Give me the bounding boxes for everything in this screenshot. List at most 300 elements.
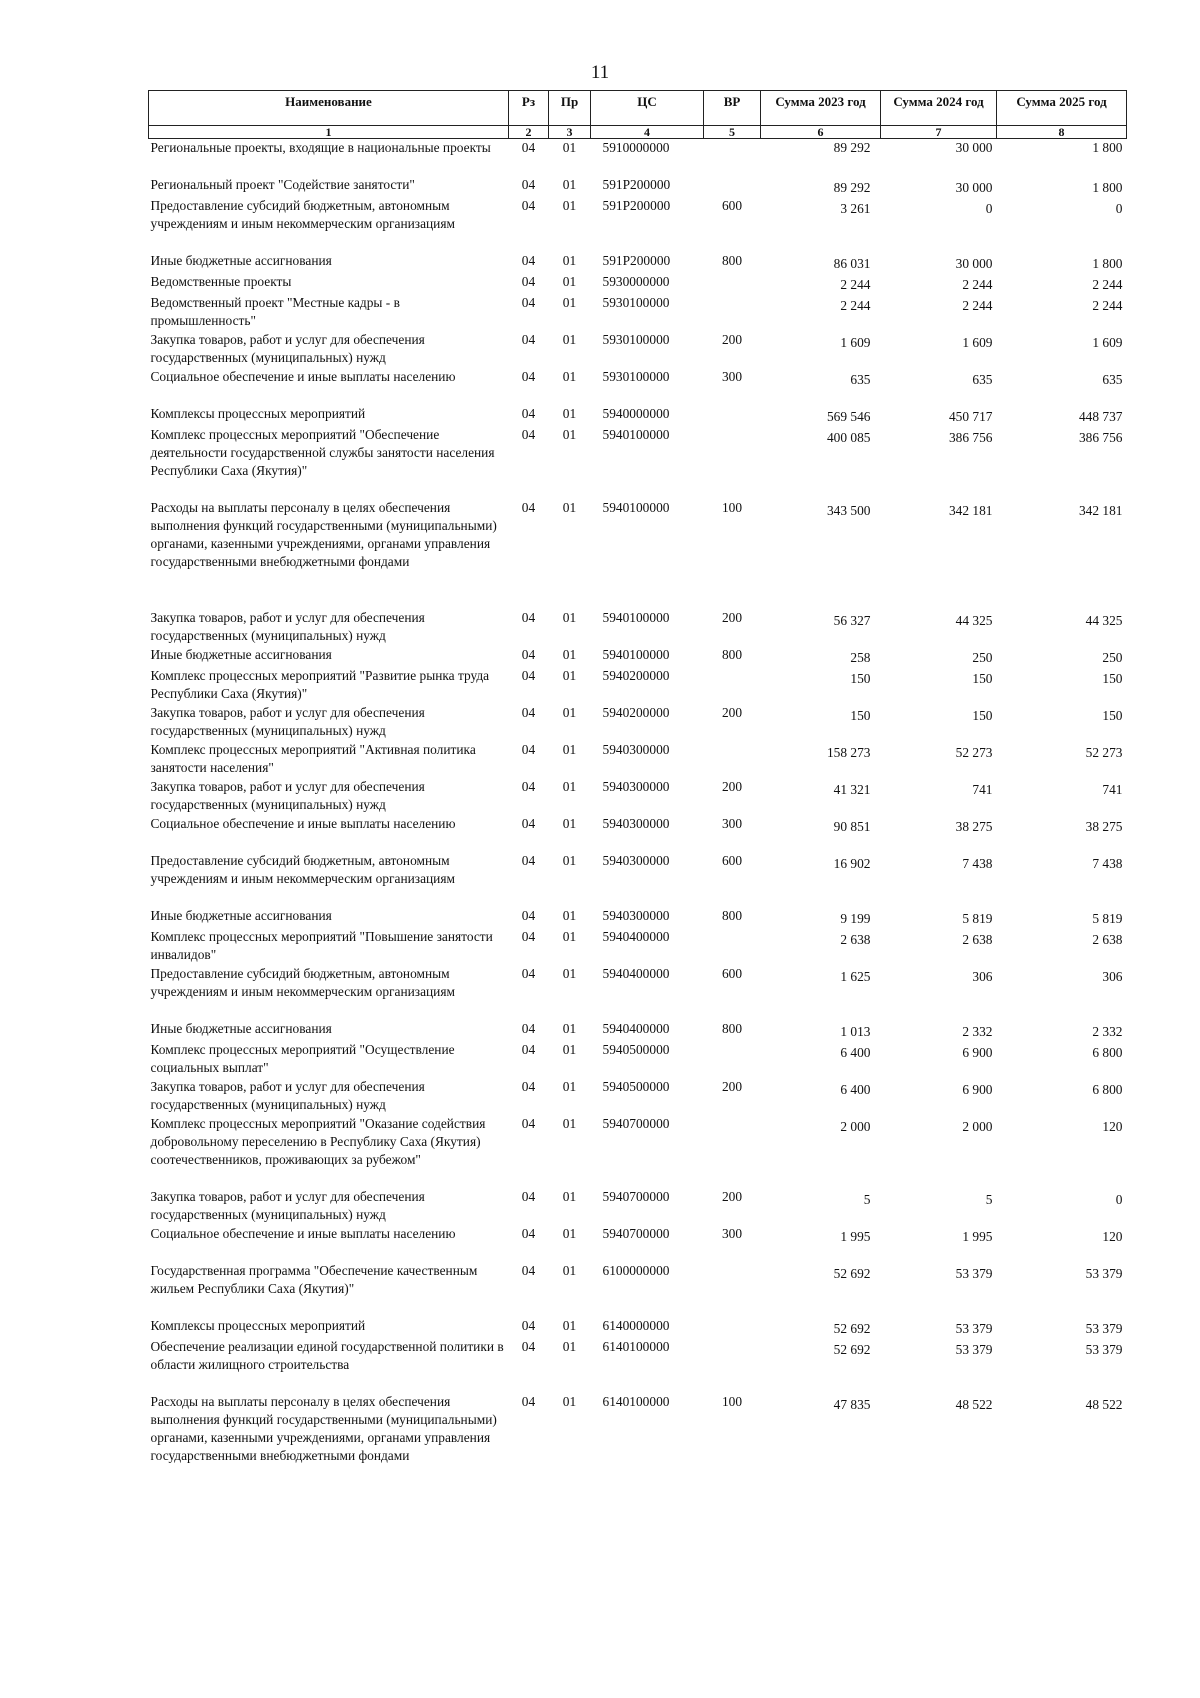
row-name: Комплексы процессных мероприятий: [150, 405, 366, 421]
row-pr: 01: [562, 1078, 577, 1094]
column-numbers-row: [149, 126, 1127, 139]
table-row: [149, 815, 1127, 852]
row-sum-2025: 741: [1102, 781, 1123, 797]
row-rz: 04: [521, 907, 536, 923]
row-sum-2024: 386 756: [948, 429, 993, 445]
table-row: [149, 1020, 1127, 1041]
row-rz: 04: [521, 1188, 536, 1204]
row-vr: 800: [721, 252, 743, 268]
row-sum-2025: 150: [1102, 670, 1123, 686]
row-cs: 5940400000: [602, 928, 670, 944]
row-name: Расходы на выплаты персоналу в целях обеспечения выполнения функций государственными (муниципальными) органами, казенными учреждениями, органами управления государственными внебюджетными фондами: [150, 499, 497, 569]
row-sum-2024: 1 609: [962, 334, 993, 350]
row-rz: 04: [521, 331, 536, 347]
row-sum-2024: 6 900: [962, 1081, 993, 1097]
row-sum-2023: 89 292: [833, 140, 871, 155]
row-sum-2024: 0: [985, 200, 993, 216]
row-sum-2023: 86 031: [833, 255, 871, 271]
row-cs: 5940200000: [602, 667, 670, 683]
row-sum-2023: 1 013: [840, 1023, 871, 1039]
row-sum-2024: 53 379: [955, 1320, 993, 1336]
row-sum-2024: 2 244: [962, 297, 993, 313]
row-name: Закупка товаров, работ и услуг для обеспечения государственных (муниципальных) нужд: [150, 778, 425, 812]
table-row: [149, 667, 1127, 704]
header-pr: Пр: [549, 91, 591, 126]
row-cs: 5940400000: [602, 1020, 670, 1036]
table-body: [149, 139, 1127, 1483]
table-row: [149, 778, 1127, 815]
row-cs: 5940100000: [602, 499, 670, 515]
table-row: [149, 704, 1127, 741]
row-sum-2025: 7 438: [1092, 855, 1123, 871]
row-pr: 01: [562, 252, 577, 268]
row-pr: 01: [562, 928, 577, 944]
row-vr: 200: [721, 778, 743, 794]
row-vr: [704, 1338, 761, 1393]
row-vr: [704, 1115, 761, 1188]
row-rz: 04: [521, 965, 536, 981]
row-name: Государственная программа "Обеспечение качественным жильем Республики Саха (Якутия)": [150, 1262, 478, 1296]
row-sum-2024: 1 995: [962, 1228, 993, 1244]
row-name: Комплекс процессных мероприятий "Развитие рынка труда Республики Саха (Якутия)": [150, 667, 490, 701]
row-sum-2025: 53 379: [1085, 1320, 1123, 1336]
row-rz: 04: [521, 609, 536, 625]
column-number: 6: [761, 126, 881, 139]
row-cs: 5940500000: [602, 1078, 670, 1094]
row-pr: 01: [562, 405, 577, 421]
header-sum-2024: Сумма 2024 год: [881, 91, 997, 126]
row-vr: [704, 1041, 761, 1078]
row-rz: 04: [521, 1262, 536, 1278]
row-cs: 5940100000: [602, 646, 670, 662]
header-row: [149, 91, 1127, 126]
row-sum-2024: 250: [972, 649, 993, 665]
row-vr: 200: [721, 331, 743, 347]
table-row: [149, 852, 1127, 907]
row-cs: 5940700000: [602, 1225, 670, 1241]
row-pr: 01: [562, 1338, 577, 1354]
row-sum-2025: 2 332: [1092, 1023, 1123, 1039]
row-rz: 04: [521, 1317, 536, 1333]
row-sum-2024: 53 379: [955, 1265, 993, 1281]
row-pr: 01: [562, 1225, 577, 1241]
row-vr: 800: [721, 907, 743, 923]
row-rz: 04: [521, 1041, 536, 1057]
row-sum-2024: 5: [985, 1191, 993, 1207]
row-sum-2025: 120: [1102, 1118, 1123, 1134]
row-sum-2023: 9 199: [840, 910, 871, 926]
row-sum-2023: 16 902: [833, 855, 871, 871]
row-vr: [704, 273, 761, 294]
row-cs: 5930100000: [602, 294, 670, 310]
row-cs: 591P200000: [602, 252, 671, 268]
row-sum-2025: 38 275: [1085, 818, 1123, 834]
row-name: Комплексы процессных мероприятий: [150, 1317, 366, 1333]
row-cs: 5940400000: [602, 965, 670, 981]
row-cs: 5940100000: [602, 609, 670, 625]
row-sum-2024: 30 000: [955, 255, 993, 271]
row-vr: 300: [721, 368, 743, 384]
row-vr: 100: [721, 1393, 743, 1409]
row-rz: 04: [521, 368, 536, 384]
table-row: [149, 965, 1127, 1020]
column-number: 5: [704, 126, 761, 139]
row-cs: 5940700000: [602, 1188, 670, 1204]
header-rz: Рз: [509, 91, 549, 126]
row-sum-2023: 150: [850, 670, 871, 686]
header-sum-2025: Сумма 2025 год: [997, 91, 1127, 126]
row-vr: [704, 426, 761, 499]
row-sum-2024: 48 522: [955, 1396, 993, 1412]
row-rz: 04: [521, 1338, 536, 1354]
row-sum-2025: 2 244: [1092, 276, 1123, 292]
row-sum-2024: 150: [972, 707, 993, 723]
row-sum-2024: 7 438: [962, 855, 993, 871]
row-rz: 04: [521, 294, 536, 310]
row-sum-2025: 1 800: [1092, 140, 1123, 155]
row-sum-2023: 6 400: [840, 1081, 871, 1097]
row-sum-2024: 38 275: [955, 818, 993, 834]
row-name: Ведомственные проекты: [150, 273, 292, 289]
row-rz: 04: [521, 646, 536, 662]
table-row: [149, 1188, 1127, 1225]
row-sum-2025: 53 379: [1085, 1265, 1123, 1281]
table-row: [149, 252, 1127, 273]
row-sum-2025: 52 273: [1085, 744, 1123, 760]
row-name: Закупка товаров, работ и услуг для обеспечения государственных (муниципальных) нужд: [150, 1188, 425, 1222]
row-pr: 01: [562, 965, 577, 981]
row-rz: 04: [521, 1115, 536, 1131]
row-rz: 04: [521, 176, 536, 192]
table-row: [149, 1078, 1127, 1115]
row-pr: 01: [562, 1393, 577, 1409]
column-number: 8: [997, 126, 1127, 139]
header-cs: ЦС: [591, 91, 704, 126]
table-row: [149, 331, 1127, 368]
row-pr: 01: [562, 741, 577, 757]
table-row: [149, 1338, 1127, 1393]
row-vr: 100: [721, 499, 743, 515]
row-cs: 591P200000: [602, 197, 671, 213]
row-cs: 5910000000: [602, 140, 670, 155]
row-sum-2024: 30 000: [955, 179, 993, 195]
row-sum-2025: 1 609: [1092, 334, 1123, 350]
row-sum-2025: 44 325: [1085, 612, 1123, 628]
budget-table: [148, 90, 1127, 1483]
row-pr: 01: [562, 1115, 577, 1131]
row-pr: 01: [562, 815, 577, 831]
row-sum-2024: 5 819: [962, 910, 993, 926]
row-sum-2023: 47 835: [833, 1396, 871, 1412]
row-vr: [704, 139, 761, 176]
row-cs: 591P200000: [602, 176, 671, 192]
row-pr: 01: [562, 1262, 577, 1278]
row-sum-2023: 6 400: [840, 1044, 871, 1060]
row-sum-2023: 158 273: [826, 744, 871, 760]
row-sum-2025: 635: [1102, 371, 1123, 387]
row-rz: 04: [521, 741, 536, 757]
row-pr: 01: [562, 1020, 577, 1036]
column-number: 7: [881, 126, 997, 139]
row-sum-2025: 0: [1115, 1191, 1123, 1207]
row-name: Иные бюджетные ассигнования: [150, 252, 332, 268]
row-cs: 5930100000: [602, 331, 670, 347]
row-vr: [704, 1317, 761, 1338]
row-rz: 04: [521, 1020, 536, 1036]
row-pr: 01: [562, 294, 577, 310]
row-pr: 01: [562, 273, 577, 289]
row-name: Региональный проект "Содействие занятости": [150, 176, 415, 192]
row-vr: 600: [721, 852, 743, 868]
row-sum-2024: 30 000: [955, 140, 993, 155]
row-sum-2024: 741: [972, 781, 993, 797]
row-sum-2023: 635: [850, 371, 871, 387]
row-name: Социальное обеспечение и иные выплаты населению: [150, 368, 456, 384]
table-row: [149, 273, 1127, 294]
row-pr: 01: [562, 778, 577, 794]
column-number: 4: [591, 126, 704, 139]
table-row: [149, 1225, 1127, 1262]
row-sum-2023: 52 692: [833, 1320, 871, 1336]
row-sum-2024: 53 379: [955, 1341, 993, 1357]
row-sum-2023: 1 995: [840, 1228, 871, 1244]
row-rz: 04: [521, 1078, 536, 1094]
row-cs: 5940500000: [602, 1041, 670, 1057]
table-row: [149, 1041, 1127, 1078]
row-cs: 5940700000: [602, 1115, 670, 1131]
row-sum-2025: 5 819: [1092, 910, 1123, 926]
row-sum-2024: 44 325: [955, 612, 993, 628]
row-cs: 5940300000: [602, 778, 670, 794]
row-vr: 300: [721, 1225, 743, 1241]
row-name: Региональные проекты, входящие в национальные проекты: [150, 140, 491, 155]
row-sum-2024: 52 273: [955, 744, 993, 760]
row-cs: 5940300000: [602, 815, 670, 831]
row-sum-2024: 635: [972, 371, 993, 387]
row-name: Иные бюджетные ассигнования: [150, 646, 332, 662]
row-vr: [704, 1262, 761, 1317]
row-sum-2024: 306: [972, 968, 993, 984]
row-rz: 04: [521, 704, 536, 720]
row-sum-2023: 90 851: [833, 818, 871, 834]
row-name: Закупка товаров, работ и услуг для обеспечения государственных (муниципальных) нужд: [150, 609, 425, 643]
row-name: Закупка товаров, работ и услуг для обеспечения государственных (муниципальных) нужд: [150, 1078, 425, 1112]
header-vr: ВР: [704, 91, 761, 126]
row-sum-2023: 569 546: [826, 408, 871, 424]
row-rz: 04: [521, 140, 536, 155]
row-vr: 600: [721, 197, 743, 213]
row-sum-2025: 6 800: [1092, 1044, 1123, 1060]
column-number: 1: [149, 126, 509, 139]
table-row: [149, 176, 1127, 197]
row-pr: 01: [562, 140, 577, 155]
row-vr: 600: [721, 965, 743, 981]
row-name: Обеспечение реализации единой государственной политики в области жилищного строительства: [150, 1338, 504, 1372]
row-vr: [704, 928, 761, 965]
row-sum-2023: 150: [850, 707, 871, 723]
row-sum-2025: 1 800: [1092, 255, 1123, 271]
column-number: 2: [509, 126, 549, 139]
row-pr: 01: [562, 907, 577, 923]
table-row: [149, 405, 1127, 426]
row-sum-2023: 89 292: [833, 179, 871, 195]
row-sum-2023: 1 625: [840, 968, 871, 984]
row-sum-2025: 48 522: [1085, 1396, 1123, 1412]
row-rz: 04: [521, 1225, 536, 1241]
table-row: [149, 741, 1127, 778]
row-vr: 200: [721, 609, 743, 625]
row-pr: 01: [562, 1188, 577, 1204]
row-cs: 6100000000: [602, 1262, 670, 1278]
row-rz: 04: [521, 273, 536, 289]
row-sum-2025: 120: [1102, 1228, 1123, 1244]
row-cs: 5940100000: [602, 426, 670, 442]
row-cs: 6140000000: [602, 1317, 670, 1333]
row-vr: [704, 294, 761, 331]
table-row: [149, 907, 1127, 928]
row-rz: 04: [521, 197, 536, 213]
row-rz: 04: [521, 499, 536, 515]
table-row: [149, 294, 1127, 331]
row-name: Расходы на выплаты персоналу в целях обеспечения выполнения функций государственными (муниципальными) органами, казенными учреждениями, органами управления государственными внебюджетными фондами: [150, 1393, 497, 1463]
row-vr: 300: [721, 815, 743, 831]
table-row: [149, 1393, 1127, 1483]
row-sum-2024: 2 638: [962, 931, 993, 947]
table-row: [149, 139, 1127, 176]
row-name: Комплекс процессных мероприятий "Обеспечение деятельности государственной службы занятости населения Республики Саха (Якутия)": [150, 426, 495, 478]
row-rz: 04: [521, 1393, 536, 1409]
table-row: [149, 197, 1127, 252]
table-row: [149, 1115, 1127, 1188]
table-header: [149, 91, 1127, 139]
row-rz: 04: [521, 778, 536, 794]
row-sum-2025: 6 800: [1092, 1081, 1123, 1097]
row-sum-2023: 2 244: [840, 276, 871, 292]
row-sum-2025: 386 756: [1078, 429, 1123, 445]
row-sum-2025: 2 244: [1092, 297, 1123, 313]
row-name: Комплекс процессных мероприятий "Оказание содействия добровольному переселению в Республику Саха (Якутия) соотечественников, проживающих за рубежом": [150, 1115, 486, 1167]
row-sum-2025: 306: [1102, 968, 1123, 984]
row-sum-2023: 41 321: [833, 781, 871, 797]
table-row: [149, 426, 1127, 499]
row-rz: 04: [521, 928, 536, 944]
row-pr: 01: [562, 368, 577, 384]
row-sum-2025: 53 379: [1085, 1341, 1123, 1357]
table-row: [149, 1317, 1127, 1338]
row-pr: 01: [562, 176, 577, 192]
row-vr: 200: [721, 704, 743, 720]
row-sum-2025: 0: [1115, 200, 1123, 216]
row-vr: [704, 405, 761, 426]
table-row: [149, 368, 1127, 405]
row-pr: 01: [562, 609, 577, 625]
table-row: [149, 499, 1127, 609]
column-number: 3: [549, 126, 591, 139]
row-rz: 04: [521, 426, 536, 442]
row-name: Комплекс процессных мероприятий "Осуществление социальных выплат": [150, 1041, 455, 1075]
row-sum-2024: 2 332: [962, 1023, 993, 1039]
row-sum-2023: 3 261: [840, 200, 871, 216]
row-sum-2025: 2 638: [1092, 931, 1123, 947]
row-pr: 01: [562, 646, 577, 662]
table-row: [149, 646, 1127, 667]
row-name: Иные бюджетные ассигнования: [150, 907, 332, 923]
row-rz: 04: [521, 852, 536, 868]
row-name: Закупка товаров, работ и услуг для обеспечения государственных (муниципальных) нужд: [150, 704, 425, 738]
row-sum-2024: 150: [972, 670, 993, 686]
row-cs: 5940300000: [602, 907, 670, 923]
row-vr: 200: [721, 1188, 743, 1204]
row-sum-2024: 2 000: [962, 1118, 993, 1134]
row-pr: 01: [562, 426, 577, 442]
row-sum-2023: 2 638: [840, 931, 871, 947]
row-vr: 800: [721, 646, 743, 662]
row-sum-2023: 5: [863, 1191, 871, 1207]
row-name: Предоставление субсидий бюджетным, автономным учреждениям и иным некоммерческим организациям: [150, 197, 455, 231]
row-cs: 5940300000: [602, 741, 670, 757]
row-cs: 5930000000: [602, 273, 670, 289]
row-name: Закупка товаров, работ и услуг для обеспечения государственных (муниципальных) нужд: [150, 331, 425, 365]
header-sum-2023: Сумма 2023 год: [761, 91, 881, 126]
row-name: Комплекс процессных мероприятий "Повышение занятости инвалидов": [150, 928, 493, 962]
row-name: Иные бюджетные ассигнования: [150, 1020, 332, 1036]
row-sum-2023: 56 327: [833, 612, 871, 628]
row-cs: 5940300000: [602, 852, 670, 868]
row-name: Предоставление субсидий бюджетным, автономным учреждениям и иным некоммерческим организациям: [150, 852, 455, 886]
row-name: Социальное обеспечение и иные выплаты населению: [150, 1225, 456, 1241]
row-sum-2024: 450 717: [948, 408, 993, 424]
page-number: 11: [590, 62, 610, 83]
row-sum-2024: 342 181: [948, 502, 993, 518]
row-sum-2023: 2 000: [840, 1118, 871, 1134]
row-vr: [704, 176, 761, 197]
row-cs: 6140100000: [602, 1338, 670, 1354]
row-sum-2023: 52 692: [833, 1265, 871, 1281]
row-sum-2024: 2 244: [962, 276, 993, 292]
row-vr: [704, 741, 761, 778]
row-name: Комплекс процессных мероприятий "Активная политика занятости населения": [150, 741, 476, 775]
row-pr: 01: [562, 667, 577, 683]
row-rz: 04: [521, 667, 536, 683]
row-cs: 5930100000: [602, 368, 670, 384]
row-rz: 04: [521, 815, 536, 831]
row-pr: 01: [562, 704, 577, 720]
row-sum-2025: 342 181: [1078, 502, 1123, 518]
row-sum-2023: 1 609: [840, 334, 871, 350]
row-pr: 01: [562, 852, 577, 868]
row-sum-2023: 258: [850, 649, 871, 665]
row-rz: 04: [521, 252, 536, 268]
row-sum-2023: 400 085: [826, 429, 871, 445]
row-sum-2024: 6 900: [962, 1044, 993, 1060]
row-sum-2025: 448 737: [1078, 408, 1123, 424]
row-cs: 6140100000: [602, 1393, 670, 1409]
header-name: Наименование: [149, 91, 509, 126]
row-pr: 01: [562, 1317, 577, 1333]
row-name: Предоставление субсидий бюджетным, автономным учреждениям и иным некоммерческим организациям: [150, 965, 455, 999]
row-sum-2023: 2 244: [840, 297, 871, 313]
row-pr: 01: [562, 197, 577, 213]
row-cs: 5940200000: [602, 704, 670, 720]
row-rz: 04: [521, 405, 536, 421]
row-sum-2023: 52 692: [833, 1341, 871, 1357]
row-pr: 01: [562, 331, 577, 347]
row-pr: 01: [562, 499, 577, 515]
row-sum-2023: 343 500: [826, 502, 871, 518]
table-row: [149, 609, 1127, 646]
row-name: Социальное обеспечение и иные выплаты населению: [150, 815, 456, 831]
row-sum-2025: 150: [1102, 707, 1123, 723]
